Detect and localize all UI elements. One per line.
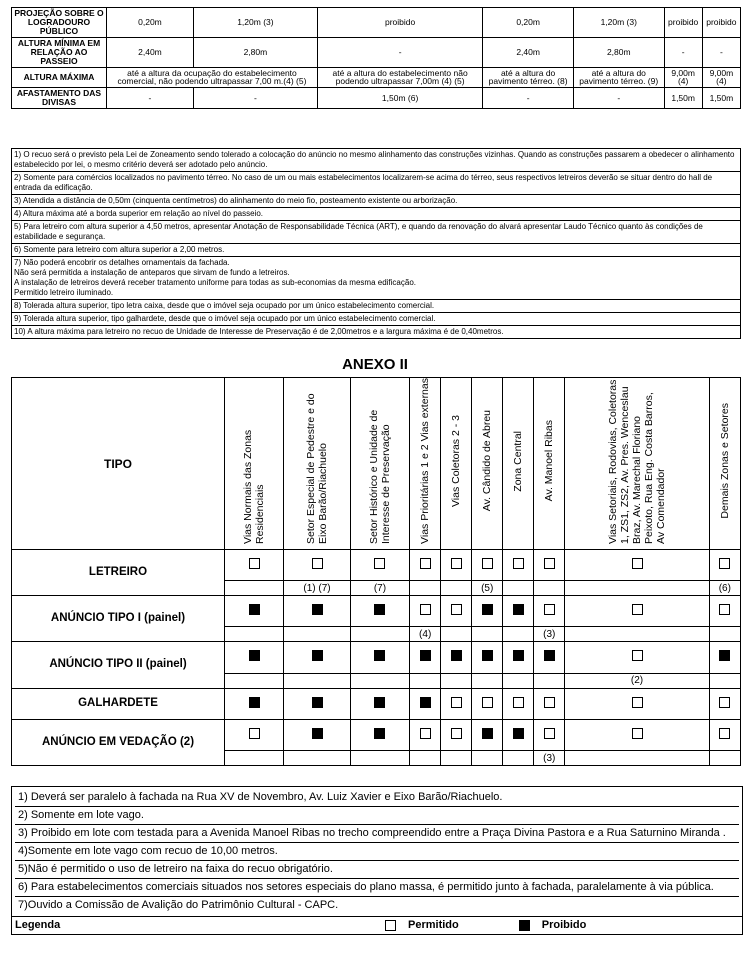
permitido-box-icon bbox=[249, 728, 260, 739]
annex-cell bbox=[503, 688, 534, 719]
top-cell: até a altura do pavimento térreo. (8) bbox=[483, 67, 574, 88]
proibido-box-icon bbox=[374, 650, 385, 661]
annex-note bbox=[503, 673, 534, 688]
annex-cell bbox=[410, 596, 441, 627]
annex-note bbox=[225, 627, 284, 642]
annex-cell bbox=[534, 719, 565, 750]
top-cell: 2,40m bbox=[107, 37, 194, 67]
top-cell: 1,20m (3) bbox=[573, 8, 664, 38]
top-note: 5) Para letreiro com altura superior a 4,50 metros, apresentar Anotação de Responsabilidade Técnica (ART), e quando da renovação do alvará apresentar Laudo Técnico quanto às condições de estabilidade e segurança. bbox=[12, 221, 740, 244]
annex-column-label: Av. Manoel Ribas bbox=[543, 420, 556, 502]
top-cell: proibido bbox=[702, 8, 740, 38]
annex-note: (5) bbox=[472, 581, 503, 596]
annex-note bbox=[503, 581, 534, 596]
proibido-box-icon bbox=[513, 604, 524, 615]
annex-cell bbox=[441, 688, 472, 719]
bottom-note: 5)Não é permitido o uso de letreiro na faixa do recuo obrigatório. bbox=[15, 861, 739, 879]
top-note: 10) A altura máxima para letreiro no recuo de Unidade de Interesse de Preservação é de 2,00metros e a largura máxima é de 0,40metros. bbox=[14, 327, 504, 336]
top-cell: 2,80m bbox=[573, 37, 664, 67]
permitido-box-icon bbox=[385, 920, 396, 931]
proibido-box-icon bbox=[374, 604, 385, 615]
annex-column-header bbox=[472, 378, 503, 550]
annex-column-label: Zona Central bbox=[512, 430, 525, 492]
permitido-box-icon bbox=[719, 728, 730, 739]
permitido-box-icon bbox=[249, 558, 260, 569]
top-note: 7) Não poderá encobrir os detalhes ornamentais da fachada. Não será permitida a instalação de anteparos que sirvam de fundo a letreiros. A instalação de letreiros deverá receber tratamento uniforme para todas as sub-economias da mesma edificação. Permitido letreiro iluminado. bbox=[12, 257, 740, 300]
annex-column-header bbox=[225, 378, 284, 550]
annex-column-label: Av. Cândido de Abreu bbox=[481, 410, 494, 512]
legend bbox=[12, 917, 742, 934]
permitido-box-icon bbox=[719, 604, 730, 615]
annex-row bbox=[12, 688, 741, 719]
permitido-box-icon bbox=[312, 558, 323, 569]
annex-column-header bbox=[441, 378, 472, 550]
annex-cell bbox=[350, 719, 409, 750]
annex-note: (1) (7) bbox=[284, 581, 351, 596]
tipo-header: TIPO bbox=[12, 378, 225, 550]
annex-note: (4) bbox=[410, 627, 441, 642]
annex-cell bbox=[284, 688, 351, 719]
annex-cell bbox=[350, 642, 409, 673]
proibido-box-icon bbox=[519, 920, 530, 931]
proibido-box-icon bbox=[420, 650, 431, 661]
top-row-label: PROJEÇÃO SOBRE O LOGRADOURO PÚBLICO bbox=[12, 8, 107, 38]
proibido-box-icon bbox=[249, 604, 260, 615]
proibido-box-icon bbox=[312, 697, 323, 708]
bottom-note: 6) Para estabelecimentos comerciais situados nos setores especiais do plano massa, é permitido junto à fachada, paralelamente à via pública. bbox=[15, 879, 739, 897]
annex-note bbox=[410, 673, 441, 688]
annex-cell bbox=[225, 550, 284, 581]
top-cell: 1,50m (6) bbox=[317, 88, 482, 109]
legend-permitido: Permitido bbox=[408, 919, 459, 931]
annex-cell bbox=[410, 550, 441, 581]
proibido-box-icon bbox=[374, 728, 385, 739]
legend-title: Legenda bbox=[15, 919, 61, 931]
annex-cell bbox=[709, 688, 740, 719]
permitido-box-icon bbox=[544, 604, 555, 615]
permitido-box-icon bbox=[451, 728, 462, 739]
top-cell: até a altura do pavimento térreo. (9) bbox=[573, 67, 664, 88]
annex-cell bbox=[441, 550, 472, 581]
bottom-note: 7)Ouvido a Comissão de Avalição do Patrimônio Cultural - CAPC. bbox=[18, 899, 339, 911]
permitido-box-icon bbox=[632, 650, 643, 661]
annex-column-label: Vias Prioritárias 1 e 2 Vias externas bbox=[419, 378, 432, 544]
annex-row bbox=[12, 642, 741, 673]
top-cell: - bbox=[193, 88, 317, 109]
permitido-box-icon bbox=[632, 728, 643, 739]
top-cell: - bbox=[573, 88, 664, 109]
permitido-box-icon bbox=[544, 728, 555, 739]
annex-cell bbox=[565, 596, 709, 627]
annex-cell bbox=[565, 550, 709, 581]
annex-note bbox=[709, 627, 740, 642]
annex-cell bbox=[472, 596, 503, 627]
annex-cell bbox=[441, 719, 472, 750]
proibido-box-icon bbox=[374, 697, 385, 708]
top-cell: proibido bbox=[317, 8, 482, 38]
annex-cell bbox=[472, 688, 503, 719]
annex-note bbox=[441, 627, 472, 642]
top-note: 1) O recuo será o previsto pela Lei de Zoneamento sendo tolerado a colocação do anúncio no mesmo alinhamento das construções vizinhas. Quando as construções passarem a obedecer o alinhamento estabelecido por lei, o mesmo critério deverá ser adotado pelo anúncio. bbox=[12, 149, 740, 172]
proibido-box-icon bbox=[719, 650, 730, 661]
annex-note bbox=[565, 751, 709, 766]
annex-cell bbox=[410, 719, 441, 750]
top-row-label: AFASTAMENTO DAS DIVISAS bbox=[12, 88, 107, 109]
annex-column-label: Vias Coletoras 2 - 3 bbox=[450, 414, 463, 508]
annex-cell bbox=[565, 688, 709, 719]
annex-note bbox=[534, 673, 565, 688]
annex-cell bbox=[709, 642, 740, 673]
annex-cell bbox=[225, 596, 284, 627]
annex-note: (3) bbox=[534, 751, 565, 766]
annex-table bbox=[11, 377, 741, 766]
permitido-box-icon bbox=[719, 558, 730, 569]
annex-note bbox=[441, 751, 472, 766]
top-table-row bbox=[12, 37, 741, 67]
top-cell: 0,20m bbox=[107, 8, 194, 38]
annex-row-label: ANÚNCIO TIPO I (painel) bbox=[12, 596, 225, 642]
bottom-note: 1) Deverá ser paralelo à fachada na Rua XV de Novembro, Av. Luiz Xavier e Eixo Barão/Riachuelo. bbox=[15, 789, 739, 807]
top-row-label: ALTURA MÁXIMA bbox=[12, 67, 107, 88]
annex-note bbox=[534, 581, 565, 596]
annex-note bbox=[565, 627, 709, 642]
bottom-note: 3) Proibido em lote com testada para a Avenida Manoel Ribas no trecho compreendido entre a Praça Divina Pastora e a Rua Saturnino Miranda . bbox=[15, 825, 739, 843]
annex-column-header bbox=[410, 378, 441, 550]
annex-note bbox=[410, 581, 441, 596]
top-cell: 9,00m (4) bbox=[664, 67, 702, 88]
permitido-box-icon bbox=[544, 558, 555, 569]
annex-note bbox=[225, 673, 284, 688]
proibido-box-icon bbox=[482, 604, 493, 615]
annex-note bbox=[503, 627, 534, 642]
permitido-box-icon bbox=[420, 604, 431, 615]
annex-note bbox=[565, 581, 709, 596]
top-cell: 1,20m (3) bbox=[193, 8, 317, 38]
top-cell: - bbox=[702, 37, 740, 67]
permitido-box-icon bbox=[513, 697, 524, 708]
top-cell: - bbox=[107, 88, 194, 109]
annex-cell bbox=[410, 688, 441, 719]
top-cell: até a altura do estabelecimento não podendo ultrapassar 7,00m (4) (5) bbox=[317, 67, 482, 88]
annex-note bbox=[709, 751, 740, 766]
annex-note bbox=[441, 673, 472, 688]
annex-note bbox=[709, 673, 740, 688]
annex-note bbox=[472, 751, 503, 766]
proibido-box-icon bbox=[451, 650, 462, 661]
annex-cell bbox=[503, 719, 534, 750]
annex-row-label: LETREIRO bbox=[12, 550, 225, 596]
annex-note: (6) bbox=[709, 581, 740, 596]
top-table-row bbox=[12, 8, 741, 38]
annex-cell bbox=[503, 550, 534, 581]
annex-cell bbox=[410, 642, 441, 673]
permitido-box-icon bbox=[632, 604, 643, 615]
annex-note bbox=[441, 581, 472, 596]
annex-cell bbox=[709, 719, 740, 750]
annex-column-header bbox=[565, 378, 709, 550]
annex-note bbox=[503, 751, 534, 766]
annex-cell bbox=[472, 550, 503, 581]
annex-column-header bbox=[534, 378, 565, 550]
permitido-box-icon bbox=[420, 558, 431, 569]
top-note: 4) Altura máxima até a borda superior em relação ao nível do passeio. bbox=[12, 208, 740, 221]
proibido-box-icon bbox=[312, 604, 323, 615]
permitido-box-icon bbox=[420, 728, 431, 739]
annex-cell bbox=[565, 719, 709, 750]
permitido-box-icon bbox=[451, 604, 462, 615]
annex-note bbox=[410, 751, 441, 766]
annex-cell bbox=[350, 596, 409, 627]
annex-column-label: Vias Normais das Zonas Residenciais bbox=[242, 429, 267, 544]
annex-cell bbox=[225, 688, 284, 719]
annex-cell bbox=[534, 596, 565, 627]
annex-row bbox=[12, 550, 741, 581]
annex-cell bbox=[284, 719, 351, 750]
top-table bbox=[11, 7, 741, 109]
annex-cell bbox=[441, 596, 472, 627]
annex-note: (2) bbox=[565, 673, 709, 688]
annex-cell bbox=[709, 596, 740, 627]
permitido-box-icon bbox=[482, 697, 493, 708]
bottom-note: 2) Somente em lote vago. bbox=[15, 807, 739, 825]
annex-cell bbox=[441, 642, 472, 673]
top-notes bbox=[11, 148, 741, 339]
legend-proibido: Proibido bbox=[541, 919, 587, 931]
annex-row-label: GALHARDETE bbox=[12, 688, 225, 719]
annex-column-label: Setor Histórico e Unidade de Interesse de Preservação bbox=[367, 409, 392, 544]
top-note: 8) Tolerada altura superior, tipo letra caixa, desde que o imóvel seja ocupado por um único estabelecimento comercial. bbox=[12, 300, 740, 313]
top-table-row bbox=[12, 88, 741, 109]
proibido-box-icon bbox=[482, 728, 493, 739]
top-table-row bbox=[12, 67, 741, 88]
annex-cell bbox=[534, 688, 565, 719]
proibido-box-icon bbox=[249, 697, 260, 708]
annex-cell bbox=[565, 642, 709, 673]
top-cell: - bbox=[483, 88, 574, 109]
annex-cell bbox=[225, 719, 284, 750]
annex-note bbox=[350, 751, 409, 766]
annex-note: (7) bbox=[350, 581, 409, 596]
annex-cell bbox=[350, 688, 409, 719]
annex-cell bbox=[534, 642, 565, 673]
top-row-label: ALTURA MÍNIMA EM RELAÇÃO AO PASSEIO bbox=[12, 37, 107, 67]
proibido-box-icon bbox=[513, 650, 524, 661]
annex-note bbox=[284, 673, 351, 688]
permitido-box-icon bbox=[482, 558, 493, 569]
top-note: 9) Tolerada altura superior, tipo galhardete, desde que o imóvel seja ocupado por um único estabelecimento comercial. bbox=[12, 313, 740, 326]
annex-title: ANEXO II bbox=[342, 356, 408, 373]
permitido-box-icon bbox=[544, 697, 555, 708]
permitido-box-icon bbox=[513, 558, 524, 569]
annex-column-header bbox=[503, 378, 534, 550]
annex-note: (3) bbox=[534, 627, 565, 642]
annex-row-label: ANÚNCIO EM VEDAÇÃO (2) bbox=[12, 719, 225, 765]
permitido-box-icon bbox=[374, 558, 385, 569]
top-cell: 1,50m bbox=[702, 88, 740, 109]
annex-cell bbox=[284, 550, 351, 581]
bottom-notes bbox=[11, 786, 743, 935]
annex-column-label: Demais Zonas e Setores bbox=[718, 403, 731, 519]
proibido-box-icon bbox=[513, 728, 524, 739]
bottom-note: 4)Somente em lote vago com recuo de 10,00 metros. bbox=[15, 843, 739, 861]
annex-note bbox=[472, 673, 503, 688]
top-note: 6) Somente para letreiro com altura superior a 2,00 metros. bbox=[12, 244, 740, 257]
annex-note bbox=[225, 751, 284, 766]
top-cell: 0,20m bbox=[483, 8, 574, 38]
top-cell: - bbox=[317, 37, 482, 67]
proibido-box-icon bbox=[482, 650, 493, 661]
permitido-box-icon bbox=[451, 558, 462, 569]
annex-cell bbox=[503, 642, 534, 673]
top-note: 3) Atendida a distância de 0,50m (cinquenta centímetros) do alinhamento do meio fio, posteamento existente ou arborização. bbox=[12, 195, 740, 208]
top-cell: 1,50m bbox=[664, 88, 702, 109]
proibido-box-icon bbox=[312, 650, 323, 661]
annex-cell bbox=[709, 550, 740, 581]
top-cell: até a altura da ocupação do estabelecimento comercial, não podendo ultrapassar 7,00 m.(4) (5) bbox=[107, 67, 318, 88]
annex-note bbox=[225, 581, 284, 596]
annex-column-label: Vias Setoriais, Rodovias, Coletoras 1, ZS1, ZS2, Av. Pres. Wenceslau Braz, Av. Marechal Floriano Peixoto, Rua Eng. Costa Barros, Av Comendador bbox=[607, 379, 667, 544]
top-cell: proibido bbox=[664, 8, 702, 38]
annex-cell bbox=[284, 642, 351, 673]
annex-cell bbox=[225, 642, 284, 673]
top-cell: 9,00m (4) bbox=[702, 67, 740, 88]
annex-cell bbox=[350, 550, 409, 581]
annex-column-header bbox=[350, 378, 409, 550]
proibido-box-icon bbox=[249, 650, 260, 661]
annex-note bbox=[350, 627, 409, 642]
annex-cell bbox=[472, 719, 503, 750]
permitido-box-icon bbox=[451, 697, 462, 708]
annex-note bbox=[284, 627, 351, 642]
annex-note bbox=[350, 673, 409, 688]
permitido-box-icon bbox=[719, 697, 730, 708]
top-cell: 2,40m bbox=[483, 37, 574, 67]
annex-cell bbox=[534, 550, 565, 581]
proibido-box-icon bbox=[312, 728, 323, 739]
annex-cell bbox=[472, 642, 503, 673]
permitido-box-icon bbox=[632, 697, 643, 708]
annex-column-header bbox=[709, 378, 740, 550]
top-cell: 2,80m bbox=[193, 37, 317, 67]
annex-column-header bbox=[284, 378, 351, 550]
annex-row bbox=[12, 719, 741, 750]
proibido-box-icon bbox=[420, 697, 431, 708]
annex-column-label: Setor Especial de Pedestre e do Eixo Barão/Riachuelo bbox=[305, 393, 329, 544]
annex-cell bbox=[503, 596, 534, 627]
proibido-box-icon bbox=[544, 650, 555, 661]
annex-note bbox=[472, 627, 503, 642]
annex-row-label: ANÚNCIO TIPO II (painel) bbox=[12, 642, 225, 688]
annex-cell bbox=[284, 596, 351, 627]
top-cell: - bbox=[664, 37, 702, 67]
annex-row bbox=[12, 596, 741, 627]
permitido-box-icon bbox=[632, 558, 643, 569]
annex-note bbox=[284, 751, 351, 766]
top-note: 2) Somente para comércios localizados no pavimento térreo. No caso de um ou mais estabelecimentos localizarem-se acima do térreo, seus respectivos letreiros deverão se situar dentro do hall de entrada da edificação. bbox=[12, 172, 740, 195]
